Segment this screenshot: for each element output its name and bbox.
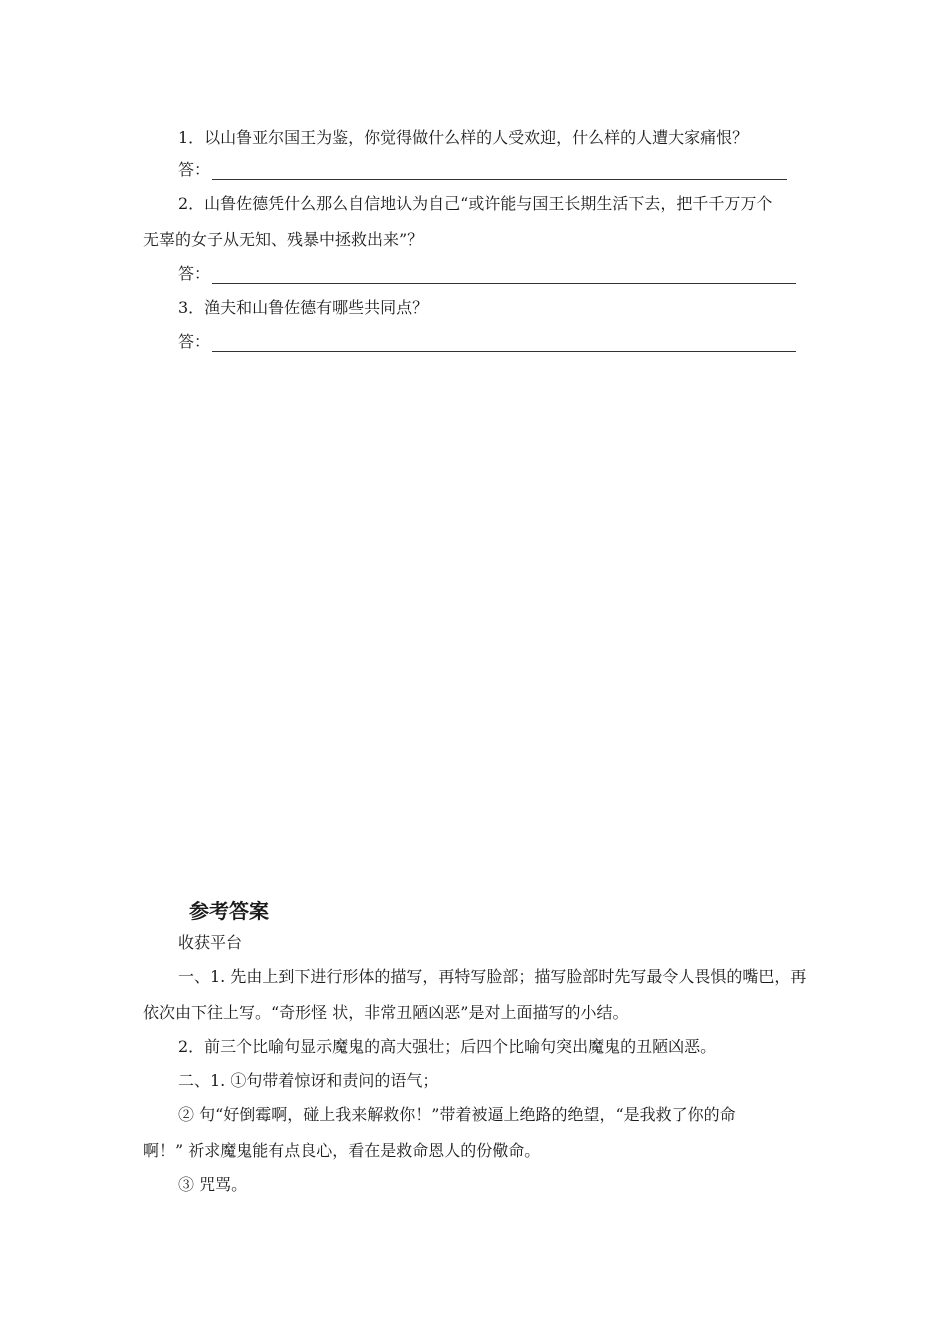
answer-1-1-line2: 依次由下往上写。“奇形怪 状，非常丑陋凶恶”是对上面描写的小结。 — [143, 1003, 629, 1022]
answer-3-blank[interactable] — [212, 335, 796, 352]
answer-3-label: 答： — [178, 332, 211, 351]
answer-2-2-line2: 啊！” 祈求魔鬼能有点良心，看在是救命恩人的份儆命。 — [143, 1141, 541, 1160]
answer-1-row — [178, 160, 787, 180]
answer-2-1: 二、1. ①句带着惊讶和责问的语气； — [178, 1071, 439, 1090]
question-2-text-line1: 2．山鲁佐德凭什么那么自信地认为自己“或许能与国王长期生活下去，把千千万万个 — [178, 194, 773, 213]
answer-2-label: 答： — [178, 264, 211, 283]
question-2-text-line2: 无辜的女子从无知、残暴中拯救出来”？ — [143, 230, 424, 249]
answers-title: 参考答案 — [189, 899, 269, 923]
answer-2-blank[interactable] — [212, 267, 796, 284]
answer-3-row — [178, 332, 796, 352]
answer-1-label: 答： — [178, 160, 211, 179]
question-1-text: 1．以山鲁亚尔国王为鉴，你觉得做什么样的人受欢迎，什么样的人遭大家痛恨？ — [178, 128, 749, 147]
answer-2-2-line1: ② 句“好倒霉啊，碰上我来解救你！”带着被逼上绝路的绝望，“是我救了你的命 — [178, 1105, 736, 1124]
answer-1-2: 2．前三个比喻句显示魔鬼的高大强壮；后四个比喻句突出魔鬼的丑陋凶恶。 — [178, 1037, 717, 1056]
answer-1-blank[interactable] — [212, 163, 787, 180]
answers-section: 收获平台 — [178, 933, 243, 952]
question-3-text: 3．渔夫和山鲁佐德有哪些共同点？ — [178, 298, 429, 317]
answer-1-1-line1: 一、1. 先由上到下进行形体的描写，再特写脸部；描写脸部时先写最令人畏惧的嘴巴，再 — [178, 967, 807, 986]
answer-2-row — [178, 264, 796, 284]
answer-2-3: ③ 咒骂。 — [178, 1175, 248, 1194]
